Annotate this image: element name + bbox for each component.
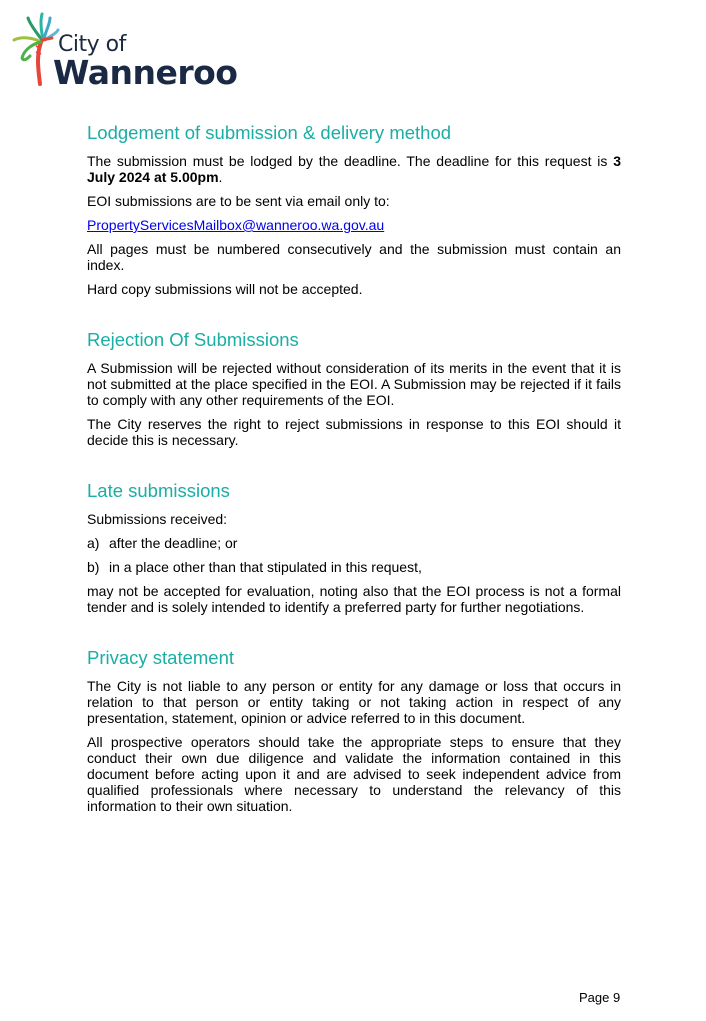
- section-lodgement: [87, 121, 621, 297]
- deadline-period: .: [218, 169, 223, 185]
- logo-line1: City of: [58, 32, 126, 57]
- email-link[interactable]: PropertyServicesMailbox@wanneroo.wa.gov.au: [87, 217, 385, 233]
- list-item: [87, 559, 621, 575]
- deadline-date: 3 July 2024 at 5.00pm: [87, 153, 621, 185]
- email-paragraph: [87, 217, 621, 233]
- list-text: in a place other than that stipulated in this request,: [109, 559, 422, 575]
- email-instruction: EOI submissions are to be sent via email only to:: [87, 193, 390, 209]
- paragraph: The City is not liable to any person or entity for any damage or loss that occurs in relation to that person or entity taking or not taking action in respect of any presentation, statement, opinion or advice referred to in this document.: [87, 678, 621, 726]
- document-body: [87, 121, 621, 838]
- deadline-text: The submission must be lodged by the deadline. The deadline for this request is: [87, 153, 614, 169]
- paragraph: may not be accepted for evaluation, noting also that the EOI process is not a formal tender and is solely intended to identify a preferred party for further negotiations.: [87, 583, 621, 615]
- list-item: [87, 535, 621, 551]
- hard-copy-paragraph: Hard copy submissions will not be accepted.: [87, 281, 363, 297]
- list-marker: b): [87, 559, 100, 575]
- paragraph: All prospective operators should take the appropriate steps to ensure that they conduct their own due diligence and validate the information contained in this document before acting upon it and are advised to seek independent advice from qualified professionals where necessary to understand the relevancy of this information to their own situation.: [87, 734, 621, 814]
- list-text: after the deadline; or: [109, 535, 238, 551]
- section-heading: Late submissions: [87, 480, 230, 501]
- paragraph: Submissions received:: [87, 511, 228, 527]
- deadline-paragraph: [87, 153, 621, 185]
- section-privacy: [87, 646, 621, 814]
- section-heading: Lodgement of submission & delivery method: [87, 122, 452, 143]
- city-of-wanneroo-logo: [8, 8, 238, 92]
- section-late-submissions: [87, 479, 621, 615]
- section-rejection: [87, 328, 621, 448]
- section-heading: Rejection Of Submissions: [87, 329, 299, 350]
- paragraph: A Submission will be rejected without consideration of its merits in the event that it is not submitted at the place specified in the EOI. A Submission may be rejected if it fails to comply with any other requirements of the EOI.: [87, 360, 621, 408]
- paragraph: The City reserves the right to reject submissions in response to this EOI should it decide this is necessary.: [87, 416, 621, 448]
- list-marker: a): [87, 535, 100, 551]
- section-heading: Privacy statement: [87, 647, 235, 668]
- numbering-paragraph: All pages must be numbered consecutively and the submission must contain an index.: [87, 241, 621, 273]
- page-number: Page 9: [579, 990, 621, 1005]
- logo-line2: Wanneroo: [53, 53, 238, 92]
